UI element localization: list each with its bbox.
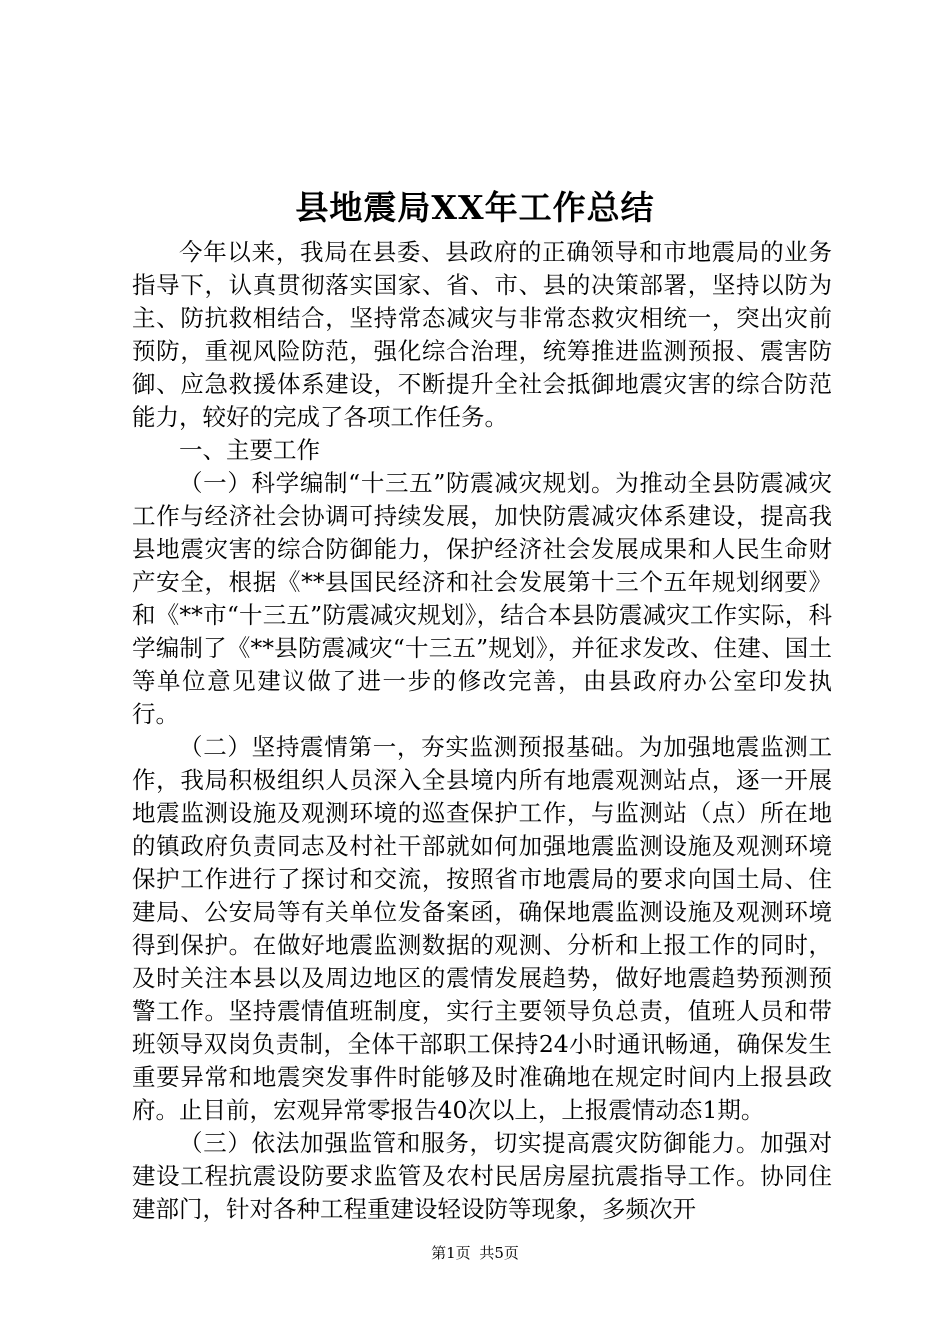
paragraph-item-1: （一）科学编制“十三五”防震减灾规划。为推动全县防震减灾工作与经济社会协调可持续发展，加快防震减灾体系建设，提高我县地震灾害的综合防御能力，保护经济社会发展成果和人民生命财产安全，根据《**县国民经济和社会发展第十三个五年规划纲要》和《**市“十三五”防震减灾规划》，结合本县防震减灾工作实际，科学编制了《**县防震减灾“十三五”规划》，并征求发改、住建、国土等单位意见建议做了进一步的修改完善，由县政府办公室印发执行。 [132,469,832,728]
document-title: 县地震局XX年工作总结 [295,188,655,227]
section-heading-main-work: 一、主要工作 [179,436,320,464]
page-number-footer: 第1页 共5页 [431,1244,519,1262]
document-body [132,236,832,1226]
paragraph-intro: 今年以来，我局在县委、县政府的正确领导和市地震局的业务指导下，认真贯彻落实国家、省、市、县的决策部署，坚持以防为主、防抗救相结合，坚持常态减灾与非常态救灾相统一，突出灾前预防，重视风险防范，强化综合治理，统筹推进监测预报、震害防御、应急救援体系建设，不断提升全社会抵御地震灾害的综合防范能力，较好的完成了各项工作任务。 [132,238,832,431]
paragraph-item-3: （三）依法加强监管和服务，切实提高震灾防御能力。加强对建设工程抗震设防要求监管及农村民居房屋抗震指导工作。协同住建部门，针对各种工程重建设轻设防等现象，多频次开 [132,1129,832,1223]
paragraph-item-2: （二）坚持震情第一，夯实监测预报基础。为加强地震监测工作，我局积极组织人员深入全县境内所有地震观测站点，逐一开展地震监测设施及观测环境的巡查保护工作，与监测站（点）所在地的镇政府负责同志及村社干部就如何加强地震监测设施及观测环境保护工作进行了探讨和交流，按照省市地震局的要求向国土局、住建局、公安局等有关单位发备案函，确保地震监测设施及观测环境得到保护。在做好地震监测数据的观测、分析和上报工作的同时，及时关注本县以及周边地区的震情发展趋势，做好地震趋势预测预警工作。坚持震情值班制度，实行主要领导负总责，值班人员和带班领导双岗负责制，全体干部职工保持24小时通讯畅通，确保发生重要异常和地震突发事件时能够及时准确地在规定时间内上报县政府。止目前，宏观异常零报告40次以上，上报震情动态1期。 [132,733,832,1124]
